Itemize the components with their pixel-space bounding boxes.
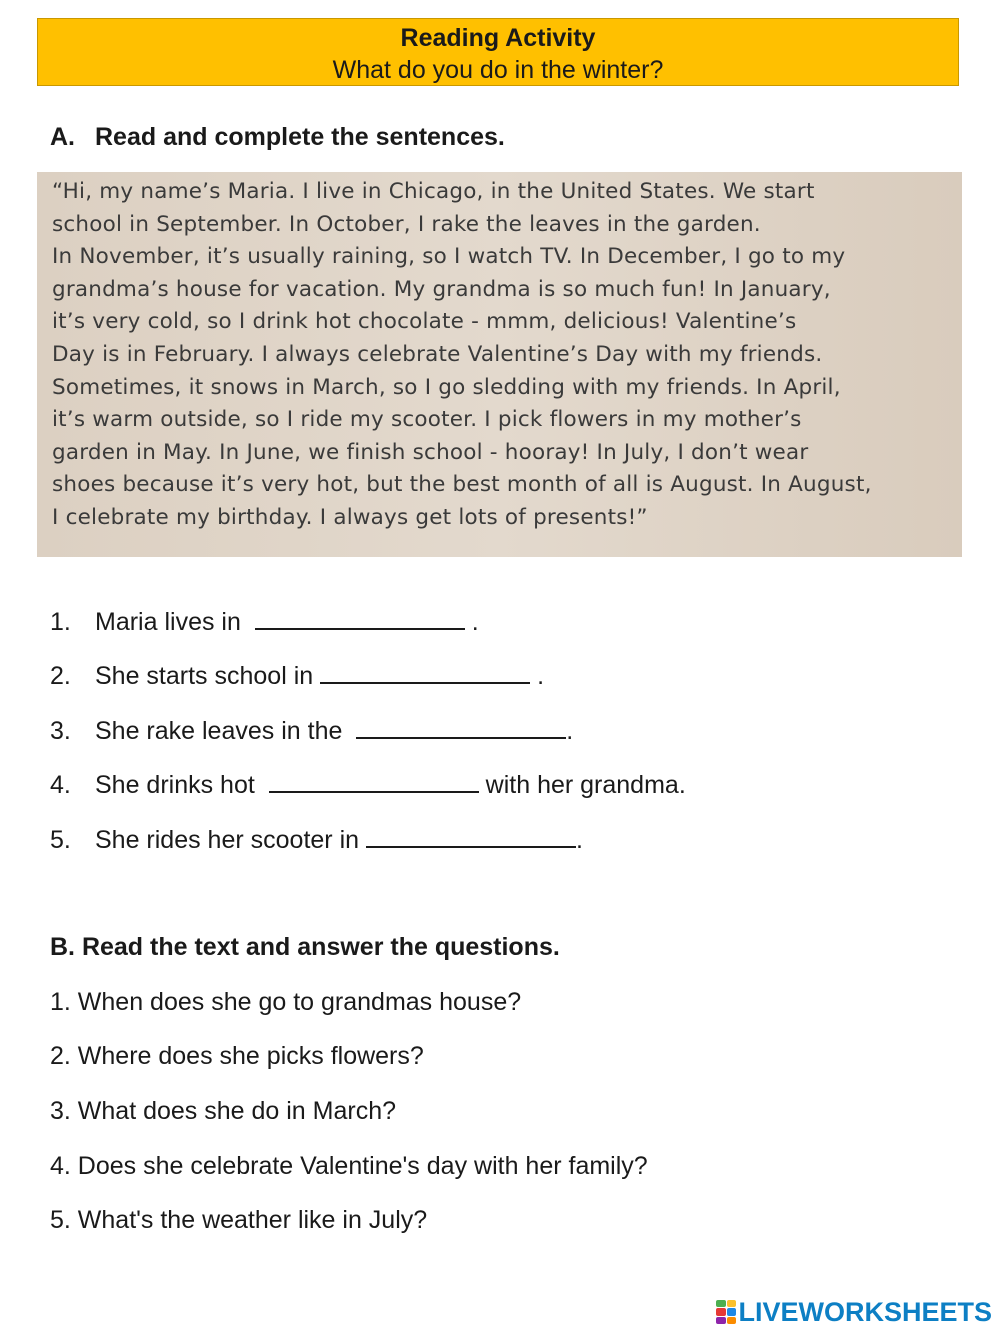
passage-line: it’s very cold, so I drink hot chocolate - mmm, delicious! Valentine’s [52,309,797,335]
reading-passage [37,172,962,557]
passage-line: In November, it’s usually raining, so I watch TV. In December, I go to my [52,244,846,270]
sentence-tail: . [566,717,574,745]
sentence-item [50,715,573,747]
passage-line: shoes because it’s very hot, but the best month of all is August. In August, [52,472,872,498]
sentence-text: She drinks hot [95,771,269,799]
liveworksheets-logo[interactable] [716,1297,992,1327]
worksheet-subtitle: What do you do in the winter? [332,56,664,84]
passage-line: garden in May. In June, we finish school - hooray! In July, I don’t wear [52,439,809,465]
question-item: 5. What's the weather like in July? [50,1206,428,1234]
section-b-heading: B. Read the text and answer the questions. [50,933,560,961]
passage-line: Sometimes, it snows in March, so I go sledding with my friends. In April, [52,374,841,400]
sentence-text: She rides her scooter in [95,826,366,854]
sentence-tail: . [575,826,583,854]
worksheet-title: Reading Activity [400,24,596,52]
liveworksheets-icon [716,1300,736,1324]
passage-line: it’s warm outside, so I ride my scooter. I pick flowers in my mother’s [52,407,802,433]
sentence-item [50,606,479,638]
question-item: 1. When does she go to grandmas house? [50,988,522,1016]
section-a-heading [50,121,505,153]
answer-blank[interactable] [269,769,479,793]
sentence-tail: with her grandma. [478,771,686,799]
passage-line: I celebrate my birthday. I always get lots of presents!” [52,504,648,530]
sentence-item [50,824,583,856]
sentence-number: 5. [50,826,71,854]
sentence-number: 3. [50,717,71,745]
answer-blank[interactable] [255,606,465,630]
passage-line: “Hi, my name’s Maria. I live in Chicago, in the United States. We start [52,179,815,204]
sentence-number: 4. [50,771,71,799]
sentence-item [50,769,686,801]
question-item: 2. Where does she picks flowers? [50,1042,424,1070]
sentence-text: She starts school in [95,662,321,690]
sentence-text: Maria lives in [95,608,255,636]
sentence-number: 2. [50,662,71,690]
answer-blank[interactable] [366,824,576,848]
sentence-tail: . [464,608,479,636]
liveworksheets-wordmark: LIVEWORKSHEETS [738,1296,992,1327]
passage-line: school in September. In October, I rake the leaves in the garden. [52,211,761,237]
sentence-text: She rake leaves in the [95,717,357,745]
passage-line: grandma’s house for vacation. My grandma is so much fun! In January, [52,276,831,302]
question-item: 3. What does she do in March? [50,1097,397,1125]
sentence-number: 1. [50,608,71,636]
header-banner [37,18,959,86]
answer-blank[interactable] [320,660,530,684]
section-a-letter: A. [50,123,75,151]
section-a-title: Read and complete the sentences. [95,123,505,151]
passage-line: Day is in February. I always celebrate Valentine’s Day with my friends. [52,341,823,367]
sentence-item [50,660,544,692]
question-item: 4. Does she celebrate Valentine's day with her family? [50,1152,648,1180]
sentence-tail: . [530,662,545,690]
answer-blank[interactable] [356,715,566,739]
